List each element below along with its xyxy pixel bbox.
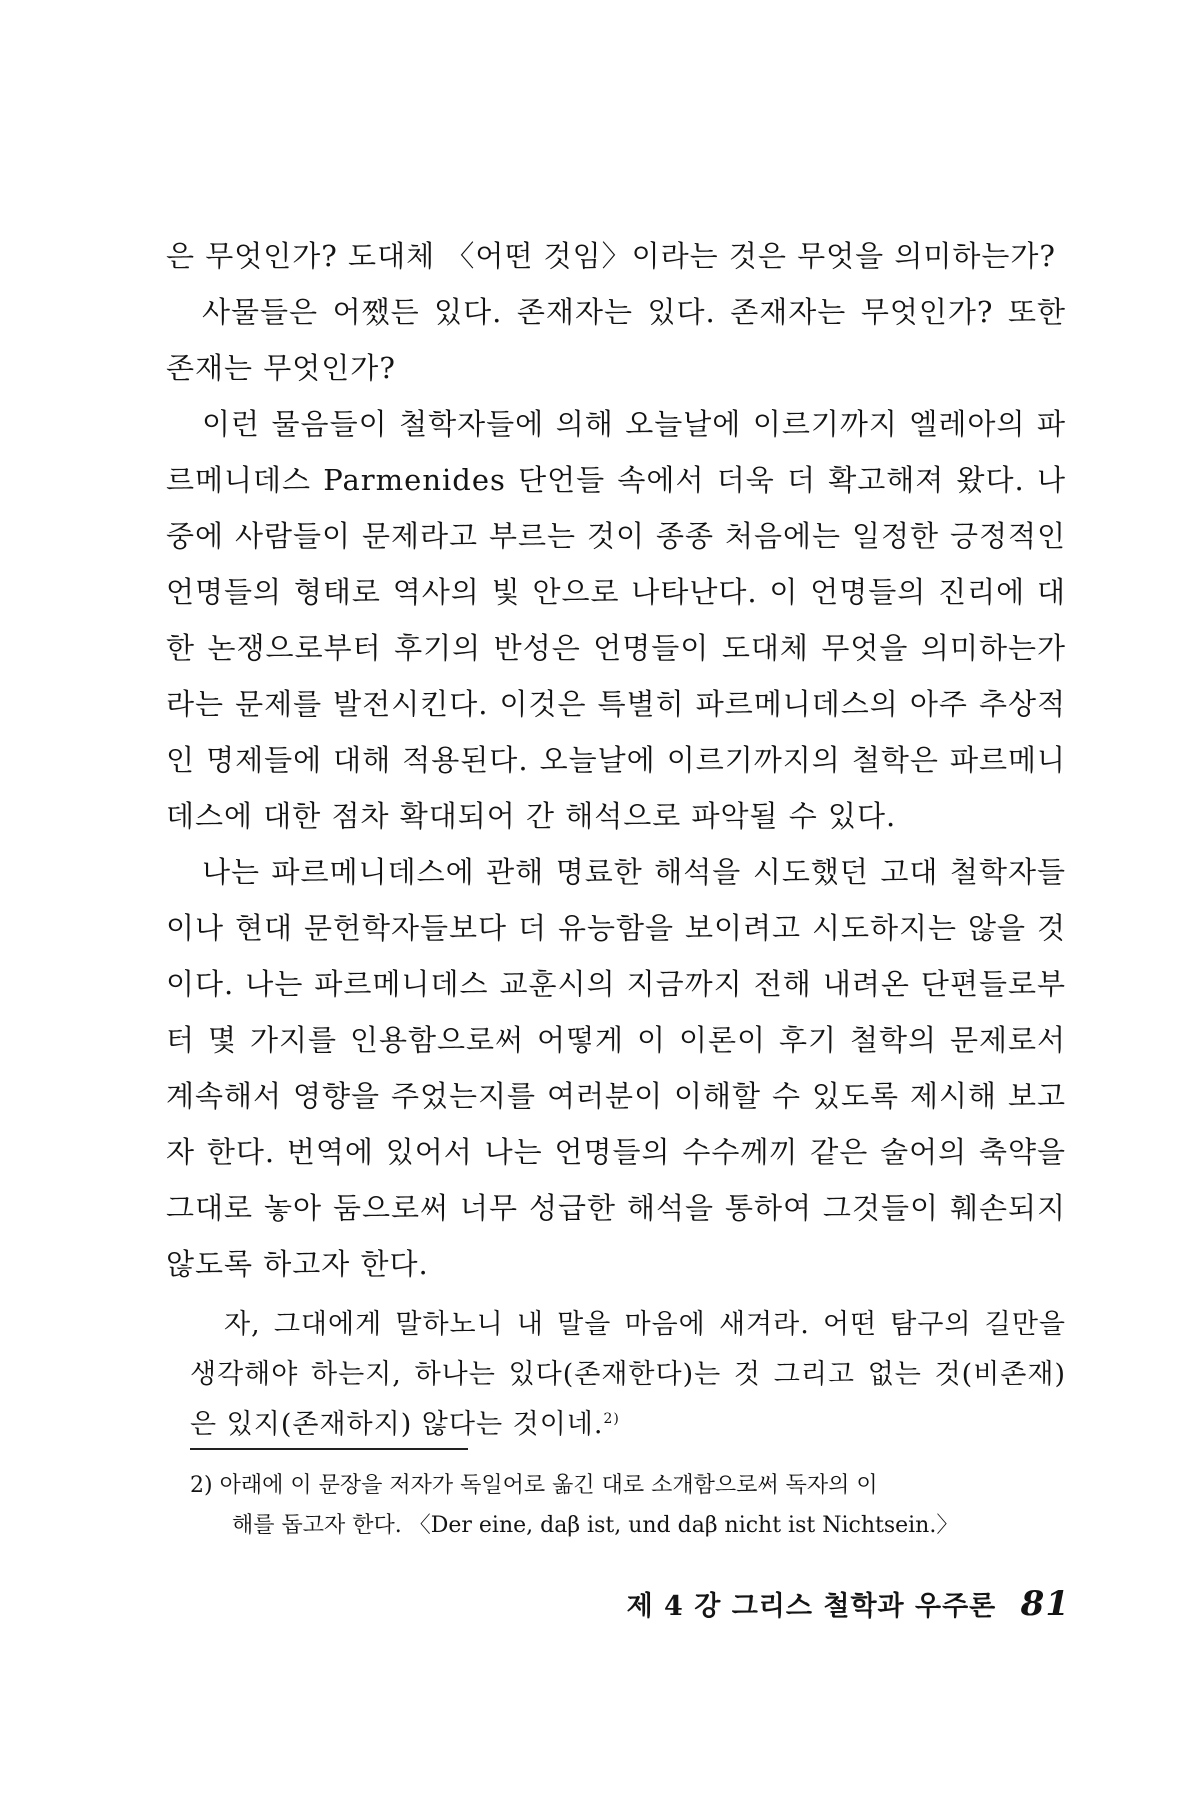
paragraph-3: 이런 물음들이 철학자들에 의해 오늘날에 이르기까지 엘레아의 파르메니데스 Parmenides 단언들 속에서 더욱 더 확고해져 왔다. 나중에 사람들이 문제라고 부르는 것이 종종 처음에는 일정한 긍정적인 언명들의 형태로 역사의 빛 안으로 나타난다. 이 언명들의 진리에 대한 논쟁으로부터 후기의 반성은 언명들이 도대체 무엇을 의미하는가라는 문제를 발전시킨다. 이것은 특별히 파르메니데스의 아주 추상적인 명제들에 대해 적용된다. 오늘날에 이르기까지의 철학은 파르메니데스에 대한 점차 확대되어 간 해석으로 파악될 수 있다. bbox=[166, 407, 1066, 833]
paragraph-1: 은 무엇인가? 도대체 〈어떤 것임〉이라는 것은 무엇을 의미하는가? bbox=[166, 239, 1056, 273]
paragraph-4: 나는 파르메니데스에 관해 명료한 해석을 시도했던 고대 철학자들이나 현대 문헌학자들보다 더 유능함을 보이려고 시도하지는 않을 것이다. 나는 파르메니데스 교훈시의 지금까지 전해 내려온 단편들로부터 몇 가지를 인용함으로써 어떻게 이 이론이 후기 철학의 문제로서 계속해서 영향을 주었는지를 여러분이 이해할 수 있도록 제시해 보고자 한다. 번역에 있어서 나는 언명들의 수수께끼 같은 술어의 축약을 그대로 놓아 둠으로써 너무 성급한 해석을 통하여 그것들이 훼손되지 않도록 하고자 한다. bbox=[166, 855, 1066, 1281]
main-text bbox=[166, 228, 1066, 1292]
block-quote bbox=[190, 1300, 1066, 1450]
footnote-line-1: 아래에 이 문장을 저자가 독일어로 옮긴 대로 소개함으로써 독자의 이 bbox=[219, 1473, 878, 1498]
footnote-marker: 2) bbox=[190, 1473, 213, 1498]
chapter-title: 제 4 강 그리스 철학과 우주론 bbox=[626, 1591, 997, 1622]
running-footer bbox=[620, 1584, 1070, 1624]
footnote bbox=[190, 1466, 1066, 1546]
footnote-line-2: 해를 돕고자 한다. 〈Der eine, daβ ist, und daβ nicht ist Nichtsein.〉 bbox=[232, 1513, 959, 1538]
footnote-divider bbox=[190, 1448, 468, 1450]
footnote-reference: 2) bbox=[603, 1411, 620, 1427]
quote-text: 자, 그대에게 말하노니 내 말을 마음에 새겨라. 어떤 탐구의 길만을 생각해야 하는지, 하나는 있다(존재한다)는 것 그리고 없는 것(비존재)은 있지(존재하지) 않다는 것이네. bbox=[190, 1309, 1066, 1440]
paragraph-2: 사물들은 어쨌든 있다. 존재자는 있다. 존재자는 무엇인가? 또한 존재는 무엇인가? bbox=[166, 295, 1066, 385]
page-number: 81 bbox=[1020, 1584, 1070, 1624]
